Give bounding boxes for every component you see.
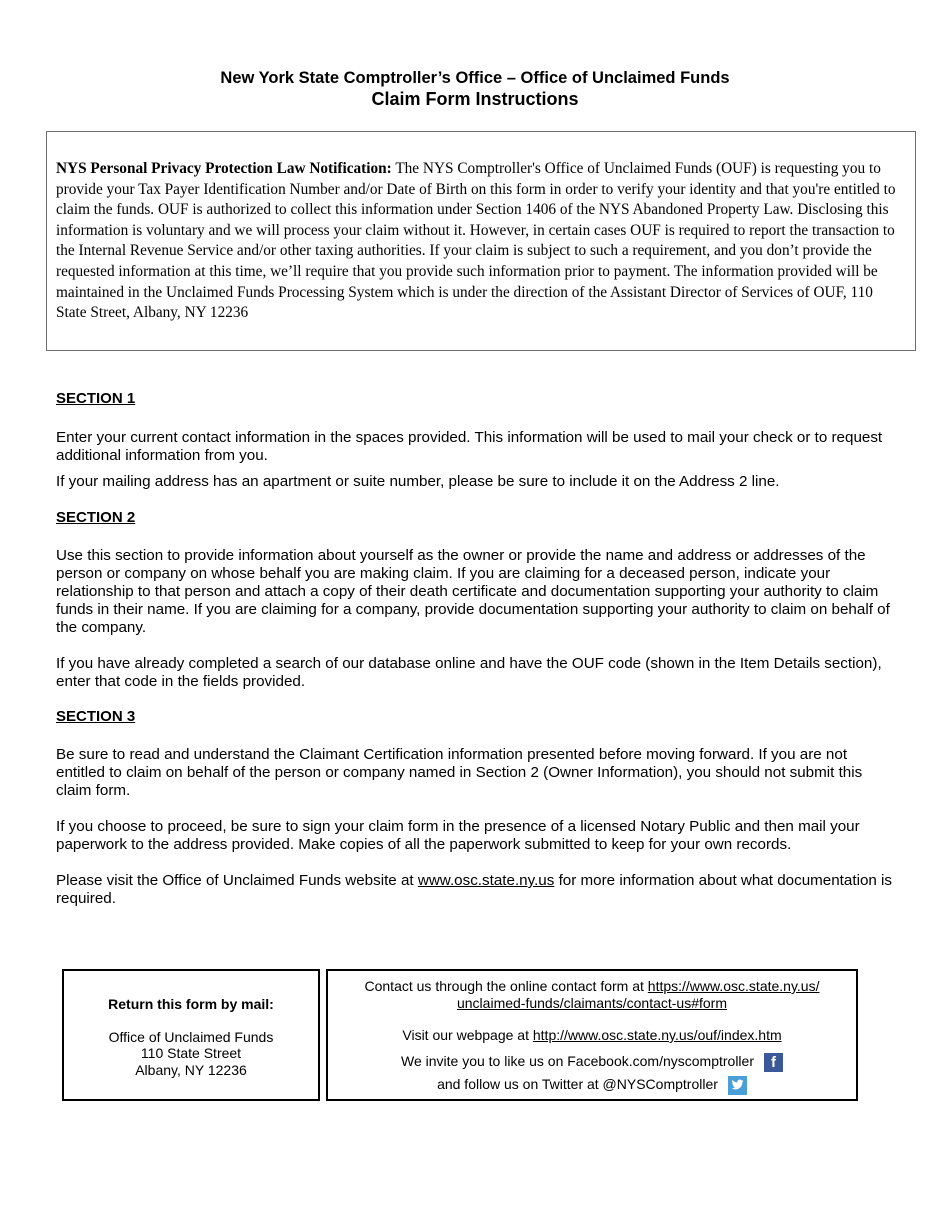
- section-1-paragraph-1: Enter your current contact information in the spaces provided. This information will be used to mail your check or to request additional information from you.: [56, 429, 883, 464]
- privacy-notice-body: The NYS Comptroller's Office of Unclaimed Funds (OUF) is requesting you to provide your Tax Payer Identification Number and/or Date of Birth on this form in order to verify your identity and that you're entitled to claim the funds. OUF is authorized to collect this information under Section 1406 of the NYS Abandoned Property Law. Disclosing this information is voluntary and we will process your claim without it. However, in certain cases OUF is required to report the transaction to the Internal Revenue Service and/or other taxing authorities. If your claim is subject to such a requirement, and you don’t provide the requested information at this time, we’ll require that you provide such information prior to payment. The information provided will be maintained in the Unclaimed Funds Processing System which is under the direction of the Assistant Director of Services of OUF, 110 State Street, Albany, NY 12236: [56, 160, 896, 322]
- instructions: [56, 390, 896, 908]
- contact-form-text: Contact us through the online contact form at: [364, 978, 648, 994]
- mail-address-line-3: Albany, NY 12236: [135, 1061, 247, 1078]
- facebook-text: We invite you to like us on Facebook.com/nyscomptroller: [400, 1052, 754, 1069]
- privacy-notice: [56, 159, 906, 324]
- section-3-paragraph-1: Be sure to read and understand the Claimant Certification information presented before moving forward. If you are not entitled to claim on behalf of the person or company named in Section 2 (Owner Information), you should not submit this claim form.: [56, 746, 863, 799]
- page-title: New York State Comptroller’s Office – Office of Unclaimed Funds: [220, 69, 730, 87]
- webpage-text: Visit our webpage at: [402, 1027, 533, 1043]
- contact-form-line: [328, 978, 856, 995]
- contact-form-link[interactable]: https://www.osc.state.ny.us/: [647, 978, 820, 994]
- page-header: [0, 68, 950, 110]
- twitter-text: and follow us on Twitter at @NYSComptroller: [437, 1075, 718, 1092]
- website-text-before: Please visit the Office of Unclaimed Funds website at: [56, 872, 418, 889]
- facebook-line: [328, 1053, 856, 1072]
- facebook-icon[interactable]: f: [764, 1053, 783, 1072]
- section-3-paragraph-3: [56, 872, 896, 908]
- mail-address-line-2: 110 State Street: [140, 1045, 242, 1061]
- section-2-heading: SECTION 2: [56, 509, 136, 526]
- webpage-line: [328, 1027, 856, 1044]
- twitter-line: [328, 1076, 856, 1095]
- osc-website-link[interactable]: www.osc.state.ny.us: [417, 872, 555, 889]
- section-1-paragraph-2: If your mailing address has an apartment or suite number, please be sure to include it on the Address 2 line.: [56, 473, 780, 490]
- section-2-paragraph-1: Use this section to provide information about yourself as the owner or provide the name and address or addresses of the person or company on whose behalf you are making claim. If you are claiming for a deceased person, indicate your relationship to that person and attach a copy of their death certificate and documentation supporting your authority to claim funds in their name. If you are claiming for a company, provide documentation supporting your authority to claim on behalf of the company.: [56, 547, 890, 636]
- section-3-heading: SECTION 3: [56, 708, 136, 725]
- contact-form-link-continued[interactable]: unclaimed-funds/claimants/contact-us#form: [456, 994, 727, 1011]
- contact-box: [326, 969, 858, 1101]
- section-3-paragraph-2: If you choose to proceed, be sure to sign your claim form in the presence of a licensed Notary Public and then mail your paperwork to the address provided. Make copies of all the paperwork submitted to keep for your own records.: [56, 818, 860, 853]
- webpage-link[interactable]: http://www.osc.state.ny.us/ouf/index.htm: [532, 1027, 782, 1043]
- website-text-after: for more information about what documentation is required.: [56, 872, 893, 907]
- twitter-icon[interactable]: [728, 1076, 747, 1095]
- section-2-paragraph-2: If you have already completed a search of our database online and have the OUF code (shown in the Item Details section), enter that code in the fields provided.: [56, 655, 882, 690]
- page-subtitle: Claim Form Instructions: [371, 89, 579, 109]
- privacy-notice-box: [46, 131, 916, 351]
- mail-address-line-1: Office of Unclaimed Funds: [108, 1028, 274, 1045]
- mail-address-box: [62, 969, 320, 1101]
- privacy-notice-label: NYS Personal Privacy Protection Law Notification:: [56, 160, 392, 177]
- mail-box-title: Return this form by mail:: [108, 996, 274, 1012]
- section-1-heading: SECTION 1: [56, 390, 136, 407]
- contact-form-line-2: [328, 995, 856, 1012]
